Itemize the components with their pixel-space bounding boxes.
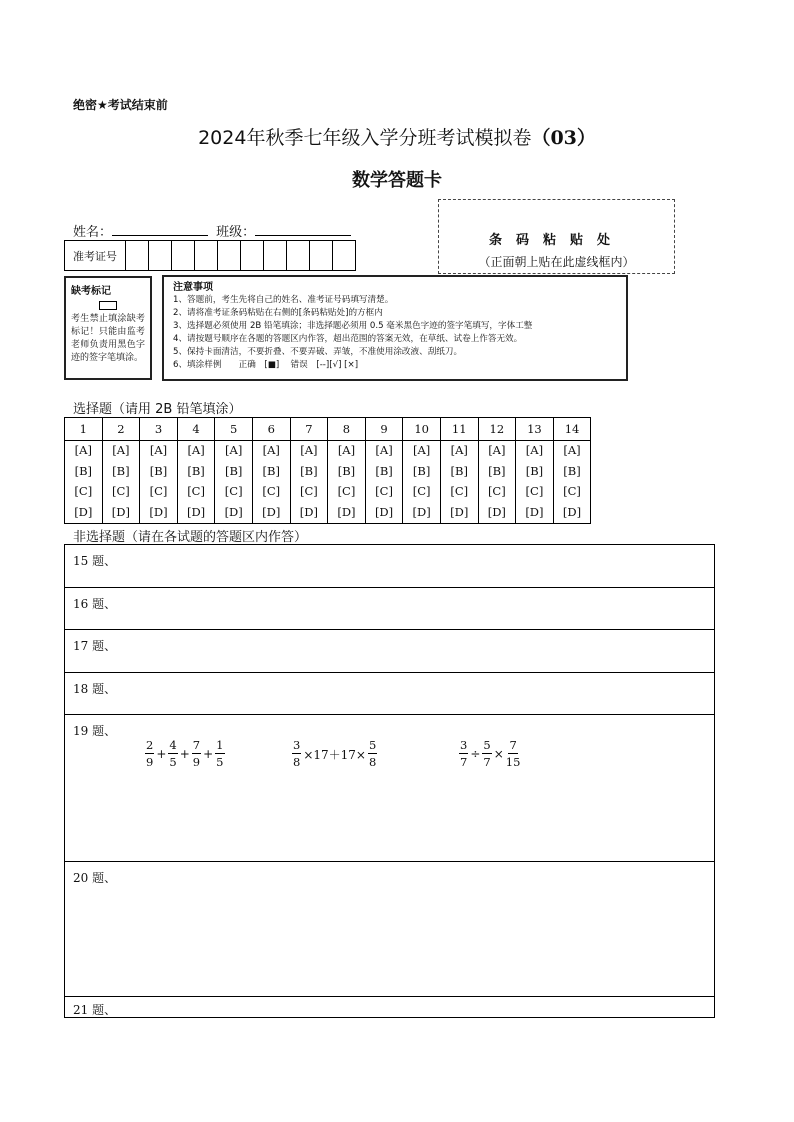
absent-mark-title: 缺考标记 [71, 286, 111, 297]
choice-bubble[interactable]: [A] [337, 443, 356, 457]
question-number: 9 [365, 418, 403, 441]
question-number: 13 [516, 418, 554, 441]
choice-bubble[interactable]: [A] [450, 443, 468, 457]
choice-bubble[interactable]: [B] [375, 463, 393, 478]
choice-bubble[interactable]: [A] [375, 443, 393, 457]
choice-bubble[interactable]: [C] [187, 484, 205, 498]
exam-number-cell[interactable] [310, 241, 333, 271]
choice-bubble[interactable]: [A] [187, 443, 205, 457]
nonchoice-section-title: 非选择题（请在各试题的答题区内作答） [73, 530, 308, 545]
choice-bubble[interactable]: [B] [563, 463, 581, 478]
choice-bubble[interactable]: [C] [525, 484, 544, 498]
exam-number-cell[interactable] [241, 241, 264, 271]
choice-bubble[interactable]: [C] [262, 484, 281, 498]
notice-line: 3、选择题必须使用 2B 铅笔填涂；非选择题必须用 0.5 毫米黑色字迹的签字笔填写，字体工整 [173, 321, 533, 331]
choice-bubble[interactable]: [D] [224, 504, 243, 519]
choice-bubble[interactable]: [D] [337, 504, 356, 519]
absent-mark-box [64, 276, 152, 380]
name-field[interactable] [112, 223, 208, 236]
answer-sheet-title: 数学答题卡 [352, 170, 442, 191]
choice-bubble[interactable]: [C] [337, 484, 356, 498]
choice-options [177, 441, 215, 524]
notice-line: 6、填涂样例 正确 [■] 错误 [--][√] [×] [173, 360, 359, 370]
exam-number-cell[interactable] [287, 241, 310, 271]
answer-block-16[interactable] [65, 587, 714, 629]
choice-options [403, 441, 441, 524]
choice-options [440, 441, 478, 524]
exam-number-cell[interactable] [218, 241, 241, 271]
choice-bubble[interactable]: [A] [262, 443, 280, 457]
choice-bubble[interactable]: [C] [112, 484, 130, 498]
choice-bubble[interactable]: [B] [300, 463, 318, 478]
question-number: 3 [140, 418, 178, 441]
exam-number-cell[interactable] [333, 241, 356, 271]
fraction: $\frac{5}{8}$ [368, 738, 377, 769]
question-number: 14 [553, 418, 591, 441]
choice-bubble[interactable]: [D] [186, 504, 206, 519]
notice-line: 2、请将准考证条码粘贴在右侧的[条码粘贴处]的方框内 [173, 308, 383, 318]
choice-bubble[interactable]: [D] [262, 504, 281, 519]
question-number: 6 [252, 418, 290, 441]
choice-options [553, 441, 591, 524]
choice-bubble[interactable]: [D] [374, 504, 394, 519]
exam-title-number: （03） [531, 127, 596, 149]
choice-options [140, 441, 178, 524]
choice-table [64, 417, 591, 524]
question-number: 4 [177, 418, 215, 441]
fraction: $\frac{2}{9}$ [146, 738, 154, 769]
notice-line: 1、答题前，考生先将自己的姓名、准考证号码填写清楚。 [173, 295, 394, 305]
choice-bubble[interactable]: [C] [563, 484, 581, 498]
q19-expression-3: $\frac{3}{7}$ ÷ $\frac{5}{7}$ × $\frac{7}{15}$ [460, 738, 521, 769]
answer-block-21[interactable] [65, 996, 714, 1017]
question-number: 11 [440, 418, 478, 441]
choice-bubble[interactable]: [B] [488, 463, 506, 478]
question-label: 15 题、 [73, 554, 117, 568]
question-number: 5 [215, 418, 253, 441]
choice-bubble[interactable]: [C] [450, 484, 469, 498]
question-number: 1 [65, 418, 103, 441]
choice-bubble[interactable]: [A] [300, 443, 318, 457]
choice-bubble[interactable]: [D] [562, 504, 582, 519]
confidential-label: 绝密★考试结束前 [73, 98, 168, 112]
fraction: $\frac{5}{7}$ [483, 738, 491, 769]
choice-section-title: 选择题（请用 2B 铅笔填涂） [73, 402, 242, 417]
q19-expression-1: $\frac{2}{9}$ + $\frac{4}{5}$ + $\frac{7}{9}$ + $\frac{1}{5}$ [146, 738, 224, 769]
class-label: 班级： [216, 225, 256, 240]
question-number: 2 [102, 418, 140, 441]
choice-bubble[interactable]: [B] [262, 463, 280, 478]
question-label: 21 题、 [73, 1003, 117, 1017]
choice-options [65, 441, 103, 524]
choice-bubble[interactable]: [C] [224, 484, 243, 498]
notice-title: 注意事项 [173, 282, 213, 293]
choice-bubble[interactable]: [B] [412, 463, 431, 478]
choice-bubble[interactable]: [C] [375, 484, 393, 498]
answer-block-17[interactable] [65, 629, 714, 672]
fraction: $\frac{1}{5}$ [216, 738, 224, 769]
exam-number-cell[interactable] [195, 241, 218, 271]
barcode-title: 条码粘贴处 [488, 233, 624, 248]
choice-bubble[interactable]: [A] [525, 443, 544, 457]
exam-title [0, 123, 794, 150]
choice-bubble[interactable]: [D] [74, 504, 93, 519]
choice-options [290, 441, 328, 524]
answer-area [64, 544, 715, 1018]
choice-bubble[interactable]: [D] [525, 504, 544, 519]
exam-title-text: 2024年秋季七年级入学分班考试模拟卷 [198, 127, 532, 149]
fraction: $\frac{4}{5}$ [169, 738, 177, 769]
choice-options [328, 441, 366, 524]
choice-bubble[interactable]: [B] [525, 463, 544, 478]
fraction: $\frac{3}{7}$ [460, 738, 468, 769]
question-label: 17 题、 [73, 639, 117, 653]
choice-bubble[interactable]: [A] [149, 443, 168, 457]
notice-box [162, 275, 628, 381]
choice-bubble[interactable]: [D] [412, 504, 431, 519]
choice-bubble[interactable]: [C] [74, 484, 93, 498]
choice-bubble[interactable]: [A] [112, 443, 130, 457]
choice-bubble[interactable]: [B] [74, 463, 93, 478]
absent-mark-checkbox[interactable] [99, 301, 117, 310]
question-number: 12 [478, 418, 516, 441]
choice-bubble[interactable]: [D] [450, 504, 469, 519]
exam-number-cell[interactable] [149, 241, 172, 271]
exam-number-cell[interactable] [172, 241, 195, 271]
answer-block-20[interactable] [65, 861, 714, 996]
choice-bubble[interactable]: [B] [337, 463, 356, 478]
choice-bubble[interactable]: [A] [225, 443, 243, 457]
choice-bubble[interactable]: [C] [487, 484, 506, 498]
choice-bubble[interactable]: [A] [413, 443, 431, 457]
choice-bubble[interactable]: [B] [112, 463, 130, 478]
exam-number-table [64, 240, 356, 271]
choice-bubble[interactable]: [C] [149, 484, 168, 498]
fraction: $\frac{3}{8}$ [293, 738, 301, 769]
choice-bubble[interactable]: [A] [563, 443, 581, 457]
answer-block-19[interactable] [65, 714, 714, 861]
choice-bubble[interactable]: [C] [299, 484, 318, 498]
choice-bubble[interactable]: [D] [149, 504, 168, 519]
student-info-row [73, 221, 355, 240]
choice-options [478, 441, 516, 524]
choice-options [365, 441, 403, 524]
question-label: 16 题、 [73, 597, 117, 611]
choice-bubble[interactable]: [D] [487, 504, 506, 519]
choice-bubble[interactable]: [C] [412, 484, 431, 498]
question-label: 18 题、 [73, 682, 117, 696]
name-label: 姓名： [73, 225, 113, 240]
fraction: $\frac{7}{15}$ [505, 738, 521, 769]
choice-options [516, 441, 554, 524]
class-field[interactable] [255, 223, 351, 236]
barcode-note: （正面朝上贴在此虚线框内） [478, 255, 635, 269]
choice-bubble[interactable]: [D] [111, 504, 130, 519]
exam-number-cell[interactable] [264, 241, 287, 271]
choice-bubble[interactable]: [D] [299, 504, 318, 519]
choice-options [215, 441, 253, 524]
exam-number-cell[interactable] [126, 241, 149, 271]
choice-bubble[interactable]: [A] [74, 443, 92, 457]
choice-bubble[interactable]: [A] [488, 443, 506, 457]
question-number: 10 [403, 418, 441, 441]
choice-bubble[interactable]: [B] [187, 463, 205, 478]
q19-expression-2: $\frac{3}{8}$ ×17＋17× $\frac{5}{8}$ [293, 738, 377, 769]
choice-bubble[interactable]: [B] [450, 463, 468, 478]
answer-block-18[interactable] [65, 672, 714, 714]
fraction: $\frac{7}{9}$ [192, 738, 201, 769]
choice-bubble[interactable]: [B] [149, 463, 168, 478]
question-number: 7 [290, 418, 328, 441]
answer-block-15[interactable] [65, 545, 714, 587]
choice-options [102, 441, 140, 524]
notice-line: 4、请按题号顺序在各题的答题区内作答，超出范围的答案无效，在草纸、试卷上作答无效。 [173, 334, 523, 344]
question-label: 19 题、 [73, 724, 117, 738]
absent-mark-text: 考生禁止填涂缺考标记！只能由监考老师负责用黑色字迹的签字笔填涂。 [71, 314, 145, 363]
question-number: 8 [328, 418, 366, 441]
choice-bubble[interactable]: [B] [224, 463, 243, 478]
barcode-area [438, 199, 675, 274]
notice-line: 5、保持卡面清洁，不要折叠、不要弄破、弄皱，不准使用涂改液、刮纸刀。 [173, 347, 463, 357]
choice-options [252, 441, 290, 524]
question-label: 20 题、 [73, 871, 117, 885]
exam-number-label: 准考证号 [65, 241, 126, 271]
